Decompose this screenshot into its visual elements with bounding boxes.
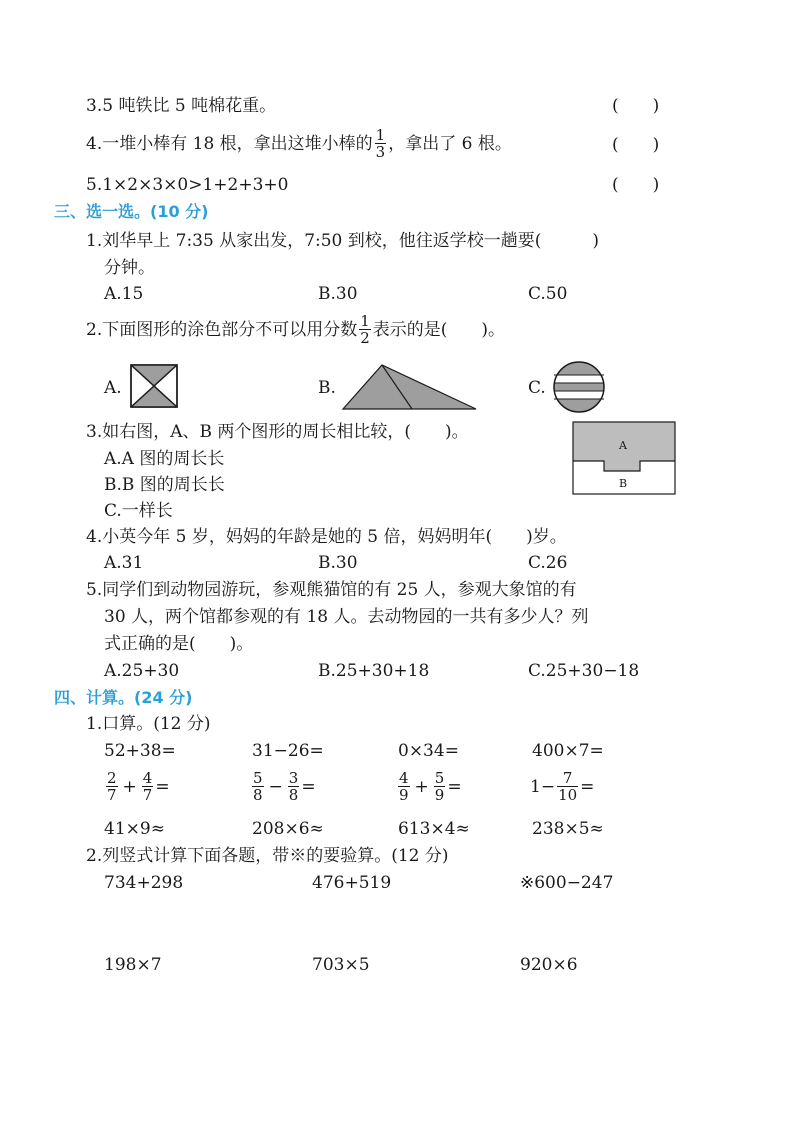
- estimate-calc-item: 238×5≈: [532, 819, 604, 839]
- mental-calc-item: 31−26=: [252, 741, 324, 761]
- fraction-calc-item: $\frac{5}{8}$ − $\frac{3}{8}$ =: [253, 769, 316, 804]
- judge-q4: [86, 127, 512, 160]
- mental-calc-item: 0×34=: [398, 741, 459, 761]
- s3-q5-line2: 30 人，两个馆都参观的有 18 人。去动物园的一共有多少人？列: [104, 607, 589, 627]
- estimate-calc-item: 613×4≈: [398, 819, 470, 839]
- figure-label-b: B: [618, 477, 628, 490]
- mental-calc-item: 400×7=: [532, 741, 604, 761]
- s3-q1-option-a[interactable]: A.15: [104, 284, 144, 304]
- s3-q4-option-c[interactable]: C.26: [528, 553, 568, 573]
- s3-q2: [86, 313, 505, 346]
- s3-q3-option-c[interactable]: C.一样长: [104, 501, 173, 521]
- s3-q2-option-a[interactable]: A.: [104, 378, 122, 398]
- judge-q5: 5.1×2×3×0>1+2+3+0: [86, 175, 289, 195]
- s3-q5-option-b[interactable]: B.25+30+18: [318, 661, 430, 681]
- s3-q1-option-c[interactable]: C.50: [528, 284, 568, 304]
- mental-calc-item: 52+38=: [104, 741, 176, 761]
- perimeter-figure: [572, 421, 678, 497]
- s3-q2-option-b[interactable]: B.: [318, 378, 336, 398]
- s3-q5-line1: 5.同学们到动物园游玩，参观熊猫馆的有 25 人，参观大象馆的有: [86, 580, 577, 600]
- s3-q1-line1: 1.刘华早上 7:35 从家出发，7:50 到校，他往返学校一趟要( ): [86, 231, 600, 251]
- fraction-calc-item: 1− $\frac{7}{10}$ =: [530, 769, 595, 804]
- judge-q4-after: ，拿出了 6 根。: [388, 133, 512, 154]
- fraction-calc-item: $\frac{4}{9}$ + $\frac{5}{9}$ =: [399, 769, 462, 804]
- s3-q1-line2: 分钟。: [104, 258, 155, 278]
- s3-q3-option-b[interactable]: B.B 图的周长长: [104, 475, 225, 495]
- s3-q2-before: 2.下面图形的涂色部分不可以用分数: [86, 319, 358, 340]
- s3-q4-option-a[interactable]: A.31: [104, 553, 144, 573]
- s3-q5-option-c[interactable]: C.25+30−18: [528, 661, 640, 681]
- s4-q2-title: 2.列竖式计算下面各题，带※的要验算。(12 分): [86, 846, 449, 866]
- vertical-calc-item: 920×6: [520, 955, 578, 975]
- s3-q3: 3.如右图，A、B 两个图形的周长相比较，( )。: [86, 422, 469, 442]
- fraction-calc-item: $\frac{2}{7}$ + $\frac{4}{7}$ =: [107, 769, 170, 804]
- estimate-calc-item: 41×9≈: [104, 819, 165, 839]
- vertical-calc-item: 734+298: [104, 873, 184, 893]
- s3-q1-option-b[interactable]: B.30: [318, 284, 358, 304]
- s3-q5-line3: 式正确的是( )。: [104, 634, 254, 654]
- s3-q2-fraction: $\frac{1}{2}$: [360, 312, 370, 347]
- s3-q5-option-a[interactable]: A.25+30: [104, 661, 180, 681]
- s4-q1-title: 1.口算。(12 分): [86, 714, 211, 734]
- judge-q3: 3.5 吨铁比 5 吨棉花重。: [86, 96, 277, 116]
- triangle-shape: [340, 362, 480, 412]
- s3-q2-option-c[interactable]: C.: [528, 378, 546, 398]
- section4-title: 四、计算。(24 分): [54, 688, 193, 707]
- vertical-calc-item: 198×7: [104, 955, 162, 975]
- section3-title: 三、选一选。(10 分): [54, 202, 209, 221]
- vertical-calc-item: 476+519: [312, 873, 392, 893]
- judge-q4-answer-paren[interactable]: ( ): [612, 135, 660, 155]
- vertical-calc-item: 703×5: [312, 955, 370, 975]
- judge-q5-answer-paren[interactable]: ( ): [612, 175, 660, 195]
- s3-q4-option-b[interactable]: B.30: [318, 553, 358, 573]
- square-x-shape: [130, 364, 180, 410]
- s3-q2-after: 表示的是( )。: [372, 319, 506, 340]
- circle-stripes-shape: [550, 360, 608, 414]
- figure-label-a: A: [619, 439, 627, 452]
- judge-q3-answer-paren[interactable]: ( ): [612, 96, 660, 116]
- s3-q4: 4.小英今年 5 岁，妈妈的年龄是她的 5 倍，妈妈明年( )岁。: [86, 527, 567, 547]
- s3-q3-option-a[interactable]: A.A 图的周长长: [104, 449, 225, 469]
- vertical-calc-item: ※600−247: [520, 873, 614, 893]
- estimate-calc-item: 208×6≈: [252, 819, 324, 839]
- judge-q4-before: 4.一堆小棒有 18 根，拿出这堆小棒的: [86, 133, 373, 154]
- judge-q4-fraction: $\frac{1}{3}$: [375, 126, 386, 161]
